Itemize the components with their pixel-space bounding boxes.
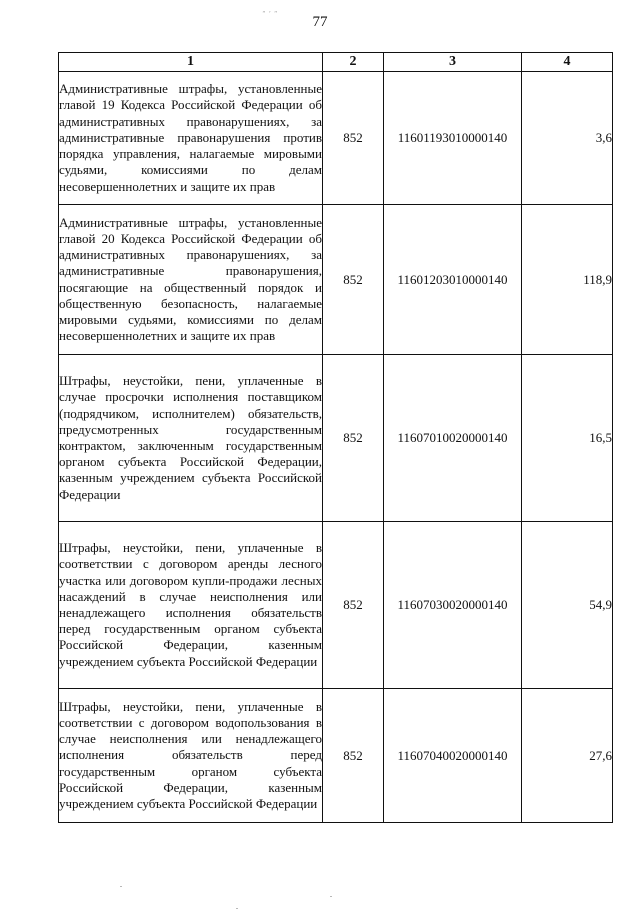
scan-speck <box>330 896 332 897</box>
amount-cell: 118,9 <box>522 205 613 355</box>
admin-code-cell: 852 <box>323 205 384 355</box>
kbk-code-cell: 11607040020000140 <box>384 689 522 823</box>
table-row <box>59 522 613 689</box>
admin-code-cell: 852 <box>323 355 384 522</box>
scan-speck <box>236 908 238 909</box>
column-header-2: 2 <box>323 53 384 72</box>
revenue-table <box>58 52 613 823</box>
revenue-name-cell: Штрафы, неустойки, пени, уплаченные в соответствии с договором водопользования в случае неисполнения или ненадлежащего исполнения обязательств перед государственным органом субъекта Российской Федерации, казенным учреждением субъекта Российской Федерации <box>59 689 323 823</box>
revenue-name-cell: Административные штрафы, установленные главой 19 Кодекса Российской Федерации об административных правонарушениях, за административные правонарушения против порядка управления, налагаемые мировыми судьями, комиссиями по делам несовершеннолетних и защите их прав <box>59 72 323 205</box>
column-header-1: 1 <box>59 53 323 72</box>
table-row <box>59 205 613 355</box>
admin-code-cell: 852 <box>323 689 384 823</box>
table-row <box>59 689 613 823</box>
kbk-code-cell: 11601193010000140 <box>384 72 522 205</box>
table-row <box>59 355 613 522</box>
page-number: 77 <box>312 14 328 30</box>
revenue-name-cell: Штрафы, неустойки, пени, уплаченные в случае просрочки исполнения поставщиком (подрядчиком, исполнителем) обязательств, предусмотренных государственным контрактом, заключенным государственным органом субъекта Российской Федерации, казенным учреждением субъекта Российской Федерации <box>59 355 323 522</box>
scan-speck <box>120 886 122 887</box>
column-header-3: 3 <box>384 53 522 72</box>
amount-cell: 54,9 <box>522 522 613 689</box>
table-row <box>59 72 613 205</box>
stamp-mark: " ' " <box>262 10 278 18</box>
table-header-row <box>59 53 613 72</box>
admin-code-cell: 852 <box>323 72 384 205</box>
amount-cell: 27,6 <box>522 689 613 823</box>
kbk-code-cell: 11607030020000140 <box>384 522 522 689</box>
revenue-name-cell: Штрафы, неустойки, пени, уплаченные в соответствии с договором аренды лесного участка или договором купли-продажи лесных насаждений в случае неисполнения или ненадлежащего исполнения обязательств перед государственным органом субъекта Российской Федерации, казенным учреждением субъекта Российской Федерации <box>59 522 323 689</box>
kbk-code-cell: 11607010020000140 <box>384 355 522 522</box>
amount-cell: 16,5 <box>522 355 613 522</box>
revenue-name-cell: Административные штрафы, установленные главой 20 Кодекса Российской Федерации об административных правонарушениях, за административные правонарушения, посягающие на общественный порядок и общественную безопасность, налагаемые мировыми судьями, комиссиями по делам несовершеннолетних и защите их прав <box>59 205 323 355</box>
column-header-4: 4 <box>522 53 613 72</box>
admin-code-cell: 852 <box>323 522 384 689</box>
kbk-code-cell: 11601203010000140 <box>384 205 522 355</box>
amount-cell: 3,6 <box>522 72 613 205</box>
